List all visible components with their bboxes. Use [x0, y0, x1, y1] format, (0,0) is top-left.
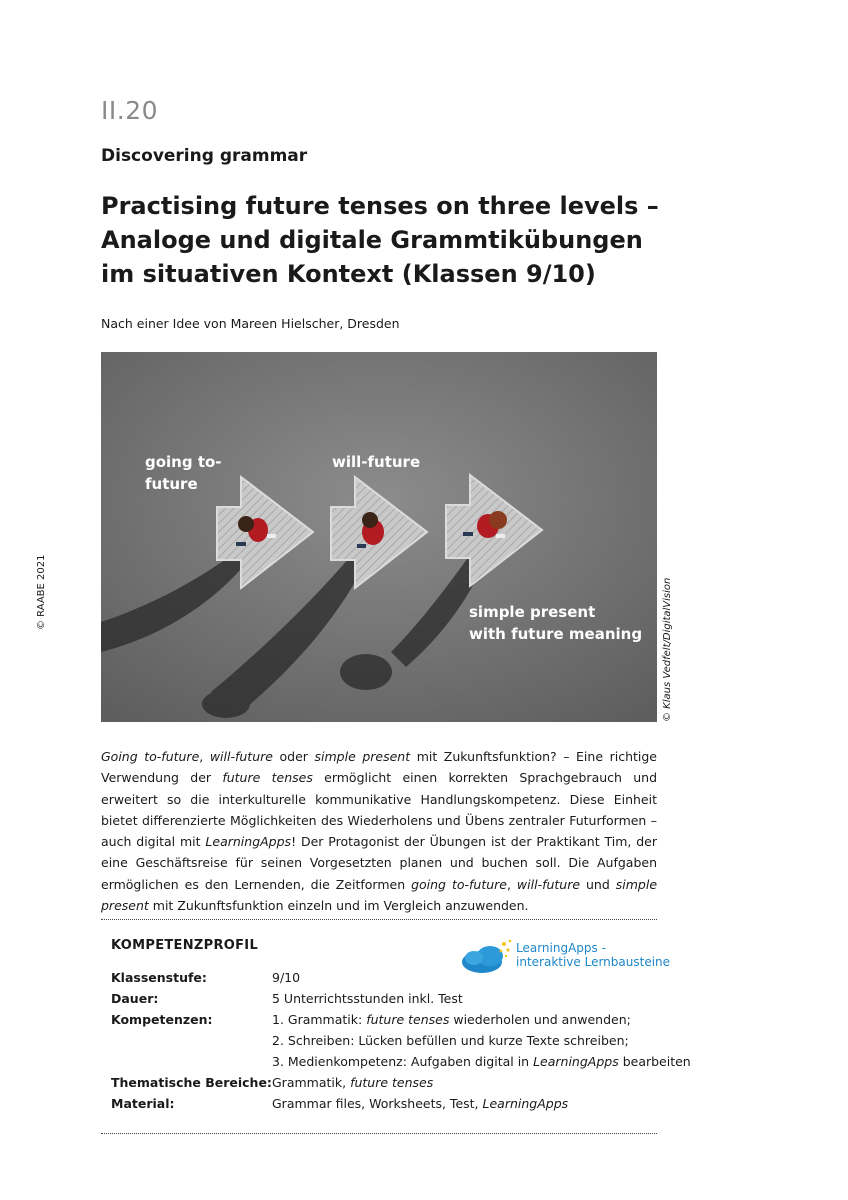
label-going-to-line-2: future: [145, 475, 198, 493]
copyright-notice: © RAABE 2021: [36, 554, 47, 630]
photo-credit: © Klaus Vedfelt/DigitalVision: [662, 577, 673, 722]
intro-text: oder: [272, 749, 315, 764]
cover-photo: [101, 352, 657, 722]
logo-line-1: LearningApps -: [516, 941, 606, 955]
title-line-1: Practising future tenses on three levels –: [101, 192, 659, 220]
value-material: Grammar files, Worksheets, Test, LearningApps: [272, 1096, 569, 1111]
intro-text: ,: [199, 749, 210, 764]
label-klassenstufe: Klassenstufe:: [111, 970, 207, 985]
label-bereiche: Thematische Bereiche:: [111, 1075, 272, 1090]
label-kompetenzen: Kompetenzen:: [111, 1012, 213, 1027]
intro-term: simple present: [314, 749, 411, 764]
label-will-future: will-future: [332, 453, 421, 471]
intro-text: mit Zukunftsfunktion? – Eine richtige Verwendung der: [101, 749, 657, 786]
intro-term: will-future: [209, 749, 273, 764]
label-simple-present-line-2: with future meaning: [469, 625, 643, 643]
title-line-2: Analoge und digitale Grammtikübungen: [101, 226, 643, 254]
intro-text: ermöglicht einen korrekten Sprachgebrauch und erweitert so die interkulturelle kommunikative Handlungskompetenz. Diese Einheit bietet differenzierte Möglichkeiten des Wiederholens und Übens zentraler Futurformen – auch digital mit: [101, 770, 658, 850]
cloud-icon: [460, 936, 520, 976]
intro-term: Going to-future: [101, 749, 200, 764]
title-line-3: im situativen Kontext (Klassen 9/10): [101, 260, 596, 288]
intro-term: will-future: [516, 876, 581, 892]
page-title: [101, 189, 661, 291]
intro-term: LearningApps: [205, 834, 292, 850]
label-going-to-future: [145, 451, 222, 495]
intro-paragraph: [101, 746, 657, 916]
logo-line-2: interaktive Lernbausteine: [516, 955, 671, 969]
label-simple-present-line-1: simple present: [469, 603, 596, 621]
label-dauer: Dauer:: [111, 991, 159, 1006]
divider-top: [101, 919, 657, 920]
divider-bottom: [101, 1133, 657, 1134]
value-kompetenz-3: 3. Medienkompetenz: Aufgaben digital in LearningApps bearbeiten: [272, 1054, 691, 1069]
learningapps-logo: [460, 936, 671, 976]
value-kompetenz-2: 2. Schreiben: Lücken befüllen und kurze Texte schreiben;: [272, 1033, 629, 1048]
intro-term: future tenses: [222, 770, 313, 786]
profile-title: KOMPETENZPROFIL: [111, 938, 259, 953]
author-credit: Nach einer Idee von Mareen Hielscher, Dresden: [101, 316, 400, 331]
value-kompetenz-1: 1. Grammatik: future tenses wiederholen und anwenden;: [272, 1012, 631, 1027]
intro-text: ,: [506, 876, 517, 892]
label-simple-present: [469, 601, 642, 645]
intro-term: simple present: [101, 876, 658, 914]
intro-text: ! Der Protagonist der Übungen ist der Praktikant Tim, der eine Geschäftsreise für seinen Vorgesetzten planen und buchen soll. Die Aufgaben ermöglichen es den Lernenden, die Zeitformen: [101, 834, 657, 892]
intro-text: mit Zukunftsfunktion einzeln und im Vergleich anzuwenden.: [148, 898, 529, 914]
label-going-to-line-1: going to-: [145, 453, 222, 471]
street-arrows-illustration: [101, 352, 657, 722]
value-klassenstufe: 9/10: [272, 970, 301, 985]
intro-text: und: [580, 876, 616, 892]
value-dauer: 5 Unterrichtsstunden inkl. Test: [272, 991, 463, 1006]
intro-term: going to-future: [411, 876, 507, 892]
label-material: Material:: [111, 1096, 175, 1111]
series-label: Discovering grammar: [101, 146, 308, 166]
value-bereiche: Grammatik, future tenses: [272, 1075, 434, 1090]
unit-code: II.20: [101, 96, 159, 125]
